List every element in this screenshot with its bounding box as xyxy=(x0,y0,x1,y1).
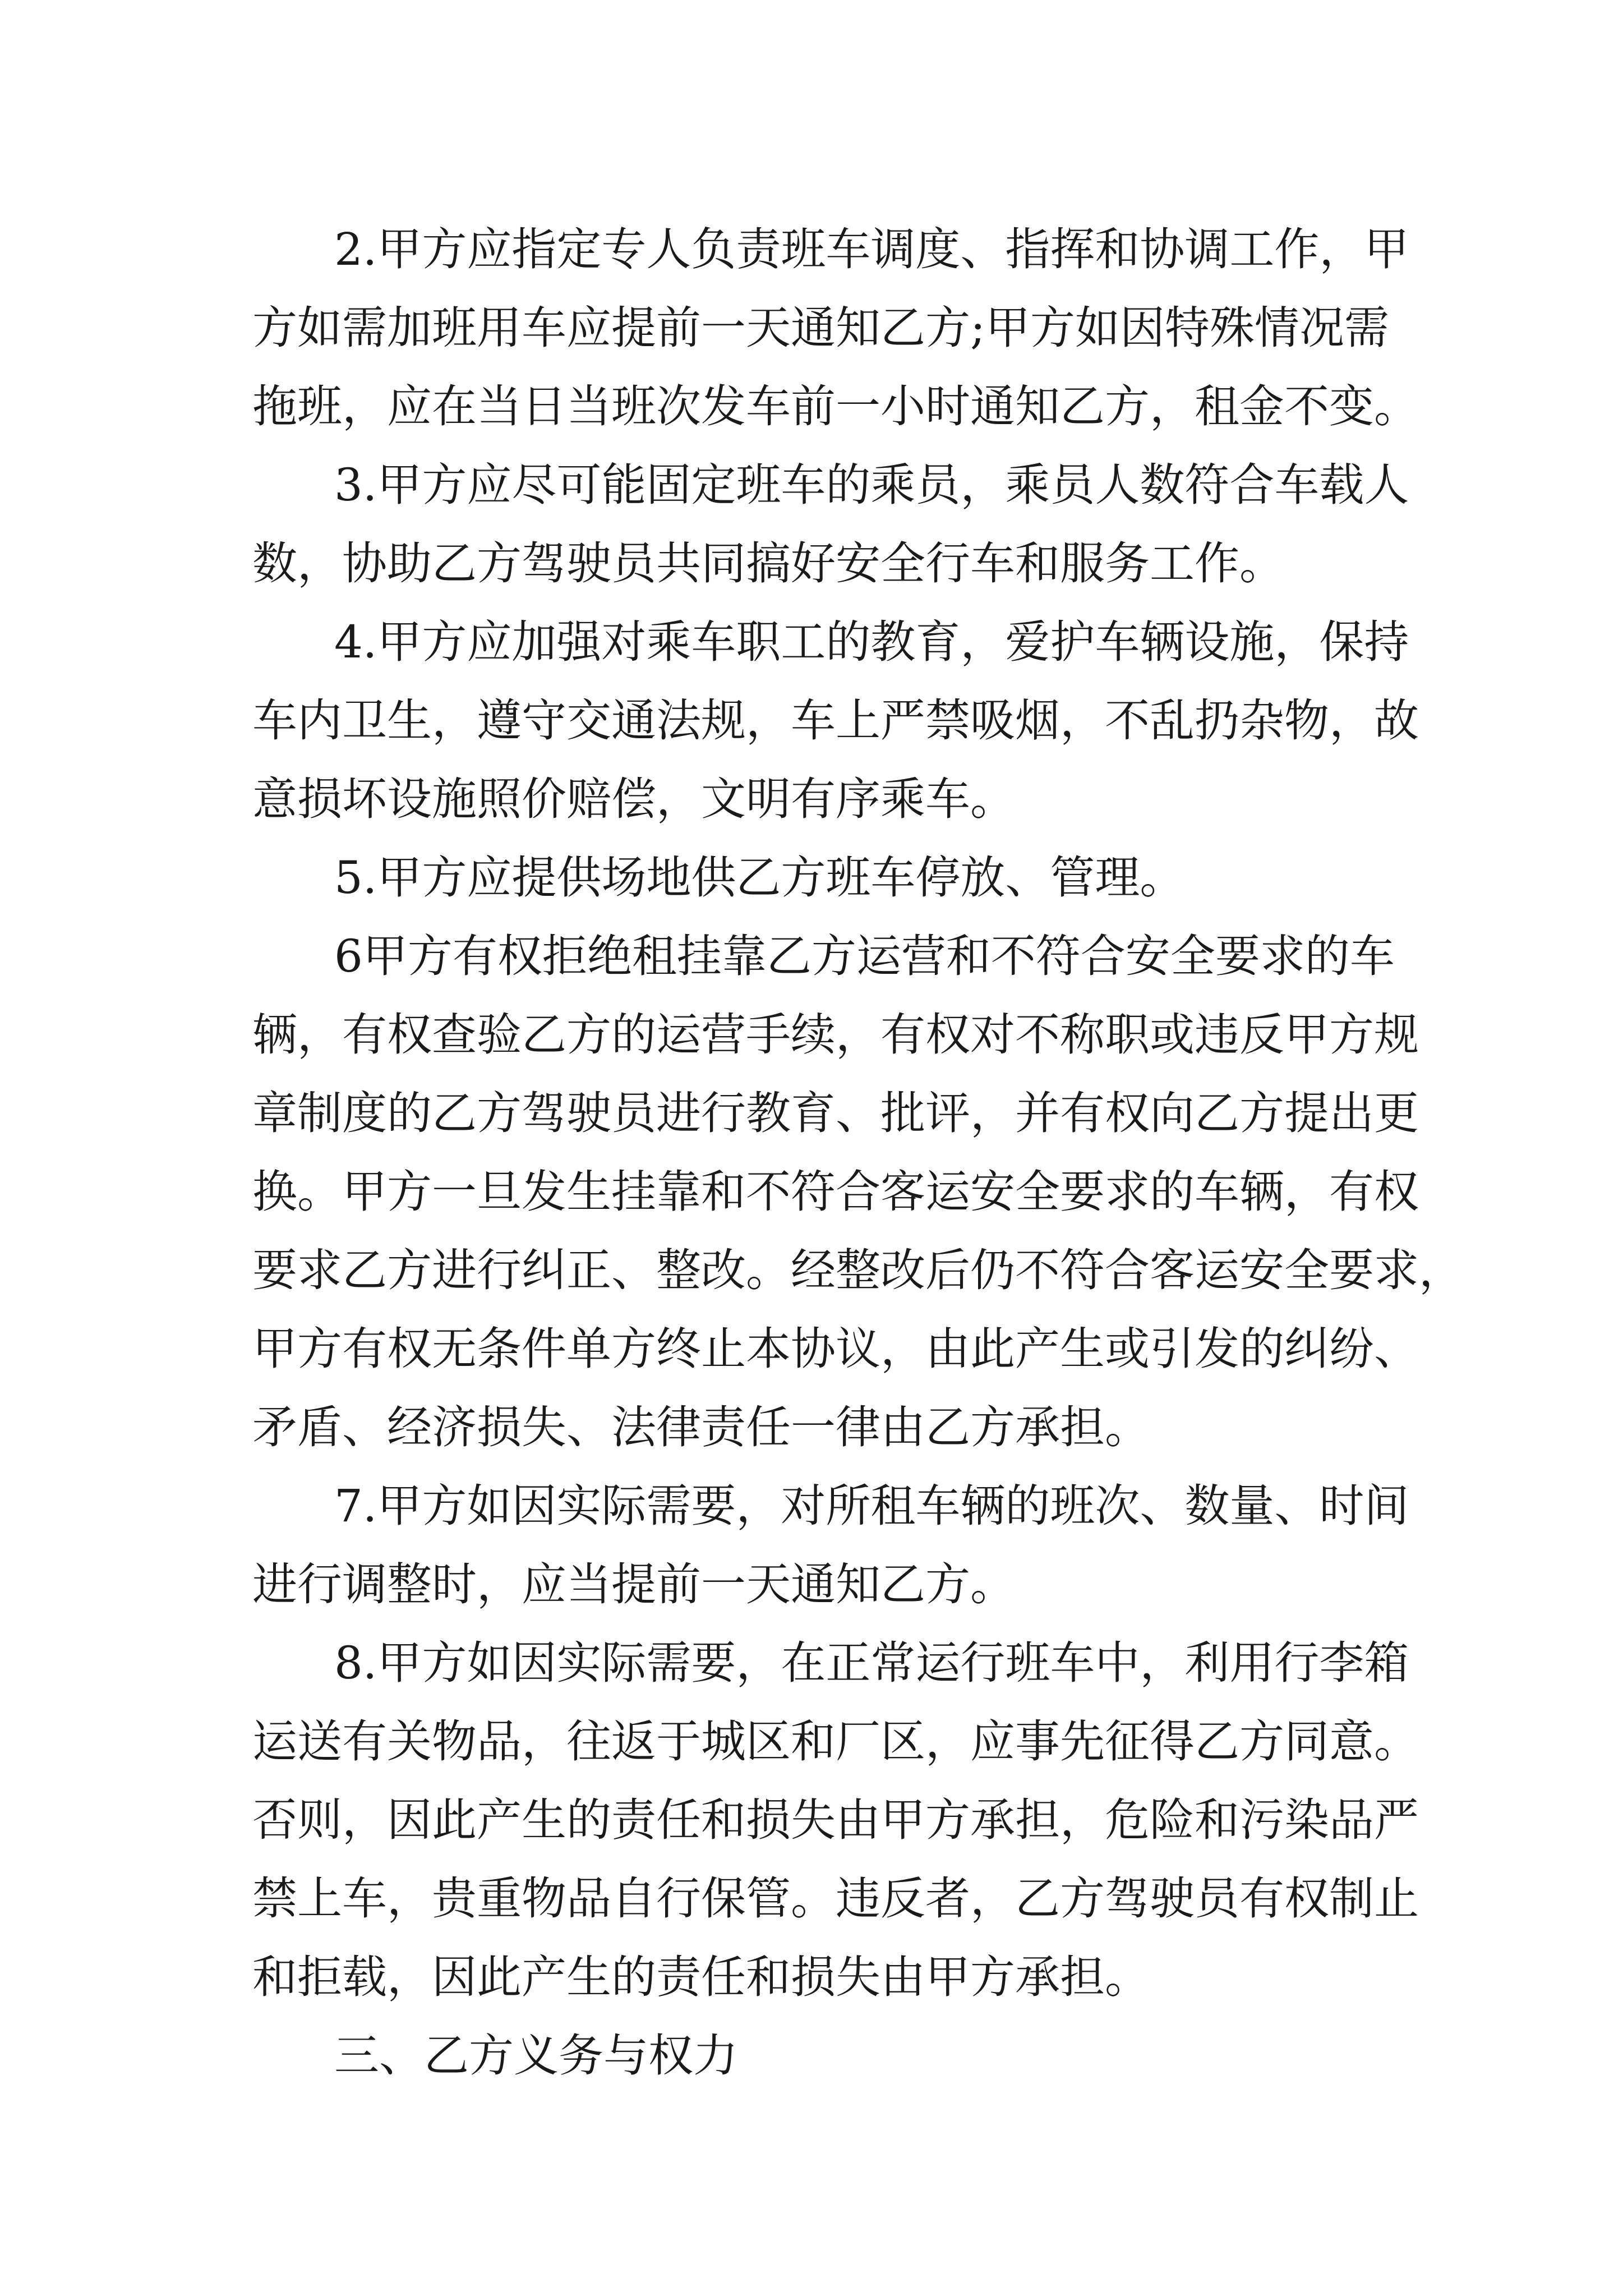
paragraph-6-line-2: 辆，有权查验乙方的运营手续，有权对不称职或违反甲方规 xyxy=(252,1009,1419,1061)
paragraph-7-line-2: 进行调整时，应当提前一天通知乙方。 xyxy=(252,1558,1015,1611)
paragraph-3-line-2: 数，协助乙方驾驶员共同搞好安全行车和服务工作。 xyxy=(252,537,1284,590)
paragraph-3-line-1: 3.甲方应尽可能固定班车的乘员，乘员人数符合车载人 xyxy=(334,459,1409,511)
paragraph-6-line-1: 6甲方有权拒绝租挂靠乙方运营和不符合安全要求的车 xyxy=(334,930,1395,982)
paragraph-8-line-2: 运送有关物品，往返于城区和厂区，应事先征得乙方同意。 xyxy=(252,1715,1419,1768)
paragraph-4-line-2: 车内卫生，遵守交通法规，车上严禁吸烟，不乱扔杂物，故 xyxy=(252,694,1419,747)
paragraph-2-line-1: 2.甲方应指定专人负责班车调度、指挥和协调工作，甲 xyxy=(334,223,1409,275)
paragraph-8-line-5: 和拒载，因此产生的责任和损失由甲方承担。 xyxy=(252,1951,1150,2003)
paragraph-6-line-4: 换。甲方一旦发生挂靠和不符合客运安全要求的车辆，有权 xyxy=(252,1166,1419,1218)
paragraph-8-line-1: 8.甲方如因实际需要，在正常运行班车中，利用行李箱 xyxy=(334,1637,1409,1689)
paragraph-6-line-6: 甲方有权无条件单方终止本协议，由此产生或引发的纠纷、 xyxy=(252,1323,1419,1375)
paragraph-8-line-3: 否则，因此产生的责任和损失由甲方承担，危险和污染品严 xyxy=(252,1794,1419,1846)
paragraph-4-line-1: 4.甲方应加强对乘车职工的教育，爱护车辆设施，保持 xyxy=(334,616,1409,668)
paragraph-6-line-7: 矛盾、经济损失、法律责任一律由乙方承担。 xyxy=(252,1401,1150,1453)
paragraph-8-line-4: 禁上车，贵重物品自行保管。违反者，乙方驾驶员有权制止 xyxy=(252,1872,1419,1925)
paragraph-2-line-2: 方如需加班用车应提前一天通知乙方;甲方如因特殊情况需 xyxy=(252,302,1389,354)
section-heading-3: 三、乙方义务与权力 xyxy=(334,2030,738,2082)
paragraph-6-line-5: 要求乙方进行纠正、整改。经整改后仍不符合客运安全要求， xyxy=(252,1244,1464,1296)
paragraph-5-line-1: 5.甲方应提供场地供乙方班车停放、管理。 xyxy=(334,852,1185,904)
paragraph-4-line-3: 意损坏设施照价赔偿，文明有序乘车。 xyxy=(252,773,1015,825)
paragraph-2-line-3: 拖班，应在当日当班次发车前一小时通知乙方，租金不变。 xyxy=(252,380,1419,432)
paragraph-6-line-3: 章制度的乙方驾驶员进行教育、批评，并有权向乙方提出更 xyxy=(252,1087,1419,1139)
paragraph-7-line-1: 7.甲方如因实际需要，对所租车辆的班次、数量、时间 xyxy=(334,1480,1409,1532)
